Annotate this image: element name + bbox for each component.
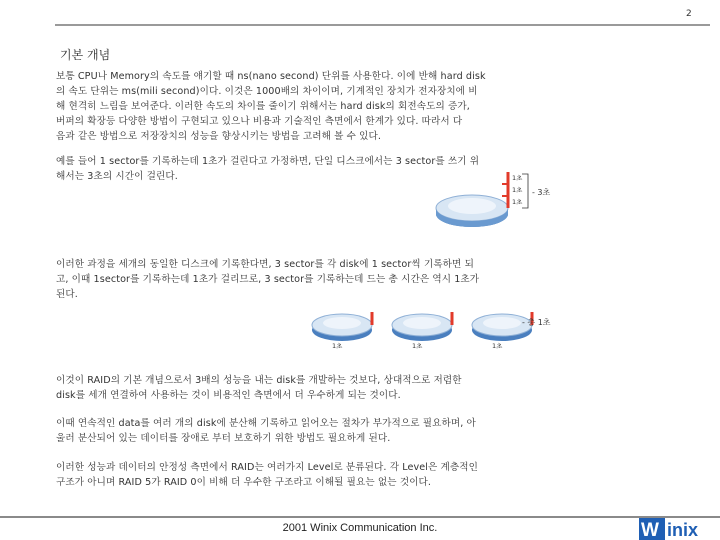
paragraph-line: 예를 들어 1 sector를 기록하는데 1초가 걸린다고 가정하면, 단일 디스크에서는 3 sector를 쓰기 위 — [56, 156, 480, 167]
paragraph-line: 음과 같은 방법으로 저장장치의 성능을 향상시키는 방법을 고려해 볼 수 있다. — [56, 131, 382, 142]
segment-label: 1초 — [512, 174, 523, 182]
paragraph-line: 된다. — [56, 289, 78, 300]
paragraph-line: 이것이 RAID의 기본 개념으로서 3배의 성능을 내는 disk를 개발하는 것보다, 상대적으로 저렴한 — [56, 375, 462, 386]
svg-text:W: W — [641, 520, 659, 540]
winix-logo — [639, 517, 717, 540]
paragraph-line: 이러한 과정을 세개의 동일한 디스크에 기록한다면, 3 sector를 각 disk에 1 sector씩 기록하면 되 — [56, 259, 474, 270]
bottom-divider — [0, 516, 720, 518]
bracket-line — [522, 174, 528, 208]
paragraph-line: 해 현격히 느림을 보여준다. 이러한 속도의 차이를 줄이기 위해서는 hard disk의 회전속도의 증가, — [56, 101, 470, 112]
paragraph-distribution — [56, 416, 592, 446]
single-disk-figure — [430, 168, 580, 238]
disk-image — [392, 312, 452, 341]
paragraph-line: 이때 연속적인 data를 여러 개의 disk에 분산해 기록하고 읽어오는 절차가 부가적으로 필요하며, 아 — [56, 418, 476, 429]
top-divider — [55, 24, 710, 26]
paragraph-raid-concept — [56, 373, 592, 403]
paragraph-raid-levels — [56, 460, 592, 490]
segment-label: 1초 — [512, 198, 523, 206]
total-time-label: - 3초 — [532, 188, 551, 197]
paragraph-intro — [56, 69, 592, 144]
paragraph-line: 이러한 성능과 데이터의 안정성 측면에서 RAID는 여러가지 Level로 분류된다. 각 Level은 계층적인 — [56, 462, 479, 473]
paragraph-line: 해서는 3초의 시간이 걸린다. — [56, 171, 178, 182]
disk-image — [312, 312, 372, 341]
paragraph-line: disk를 세개 연결하여 사용하는 것이 비용적인 측면에서 더 우수하게 되는 것이다. — [56, 390, 401, 401]
disk-image — [436, 195, 508, 227]
total-time-label: - 총 1초 — [522, 318, 551, 327]
disk-time-label: 1초 — [412, 342, 423, 350]
paragraph-line: 보통 CPU나 Memory의 속도를 얘기할 때 ns(nano second) 단위를 사용한다. 이에 반해 hard disk — [56, 71, 486, 82]
paragraph-line: 구조가 아니며 RAID 5가 RAID 0이 비해 더 우수한 구조라고 이해될 필요는 없는 것이다. — [56, 477, 432, 488]
paragraph-three-disks — [56, 257, 592, 302]
segment-label: 1초 — [512, 186, 523, 194]
paragraph-line: 울러 분산되어 있는 데이터를 장애로 부터 보호하기 위한 방법도 필요하게 된다. — [56, 433, 391, 444]
footer-copyright: 2001 Winix Communication Inc. — [282, 522, 438, 534]
three-disk-figure — [310, 300, 580, 360]
paragraph-line: 버퍼의 확장등 다양한 방법이 구현되고 있으나 비용과 기술적인 측면에서 한계가 있다. 따라서 다 — [56, 116, 463, 127]
disk-time-label: 1초 — [332, 342, 343, 350]
disk-time-label: 1초 — [492, 342, 503, 350]
page-number: 2 — [686, 9, 692, 19]
paragraph-line: 고, 이때 1sector를 기록하는데 1초가 걸리므로, 3 sector를 기록하는데 드는 총 시간은 역시 1초가 — [56, 274, 480, 285]
svg-text:inix: inix — [667, 520, 699, 540]
section-title: 기본 개념 — [60, 48, 111, 62]
paragraph-line: 의 속도 단위는 ms(mili second)이다. 이것은 1000배의 차이이며, 기계적인 장치가 전자장치에 비 — [56, 86, 478, 97]
